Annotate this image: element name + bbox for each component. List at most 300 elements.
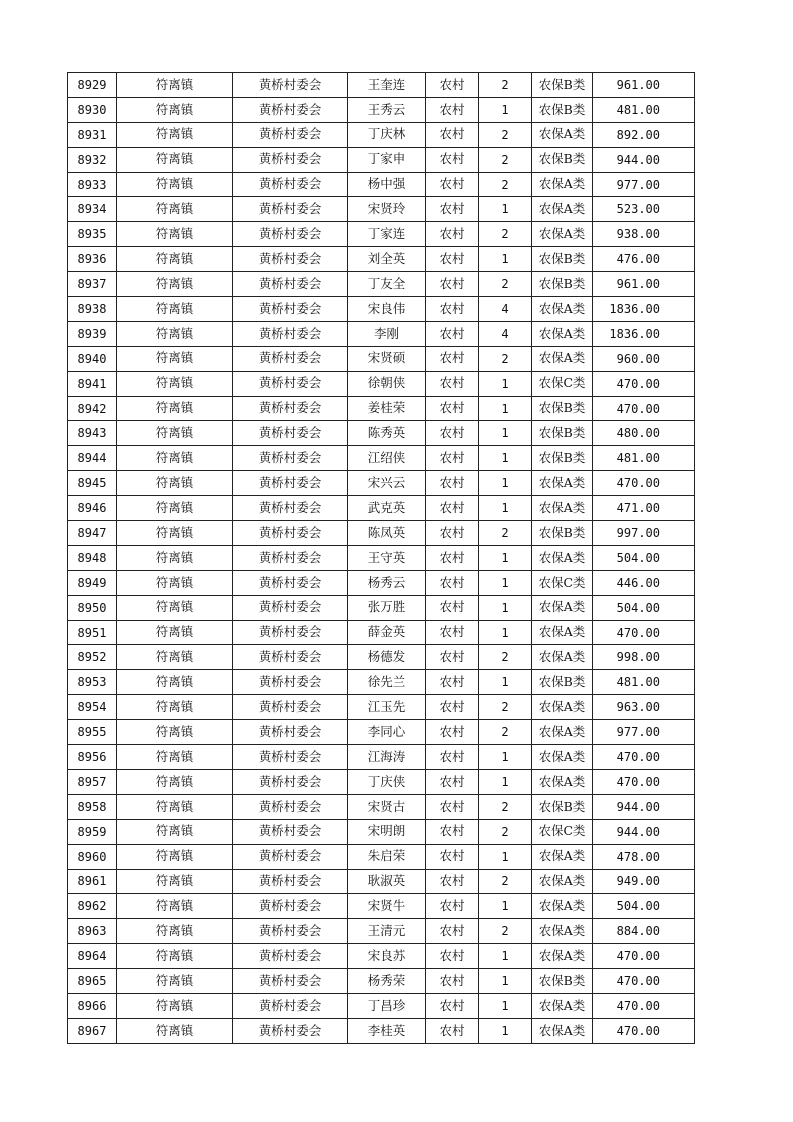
insurance-class-cell: 农保A类 [532,222,593,247]
row-number-cell: 8951 [68,620,117,645]
table-row [68,794,695,819]
amount-cell: 470.00 [593,1018,695,1043]
person-name-cell: 杨德发 [348,645,426,670]
household-count-cell: 1 [479,595,532,620]
insurance-class-cell: 农保A类 [532,595,593,620]
village-committee-cell: 黄桥村委会 [233,844,348,869]
table-row [68,222,695,247]
amount-cell: 504.00 [593,545,695,570]
town-cell: 符离镇 [117,297,233,322]
amount-cell: 481.00 [593,446,695,471]
village-committee-cell: 黄桥村委会 [233,769,348,794]
person-name-cell: 江绍侠 [348,446,426,471]
row-number-cell: 8957 [68,769,117,794]
person-name-cell: 宋兴云 [348,471,426,496]
village-committee-cell: 黄桥村委会 [233,122,348,147]
village-committee-cell: 黄桥村委会 [233,197,348,222]
person-name-cell: 张万胜 [348,595,426,620]
amount-cell: 961.00 [593,73,695,98]
town-cell: 符离镇 [117,446,233,471]
amount-cell: 476.00 [593,247,695,272]
row-number-cell: 8943 [68,421,117,446]
person-name-cell: 王守英 [348,545,426,570]
row-number-cell: 8948 [68,545,117,570]
insurance-class-cell: 农保A类 [532,1018,593,1043]
amount-cell: 446.00 [593,570,695,595]
household-count-cell: 2 [479,172,532,197]
household-count-cell: 2 [479,272,532,297]
household-count-cell: 2 [479,147,532,172]
row-number-cell: 8949 [68,570,117,595]
village-committee-cell: 黄桥村委会 [233,471,348,496]
person-name-cell: 丁家申 [348,147,426,172]
person-name-cell: 杨中强 [348,172,426,197]
table-row [68,944,695,969]
area-type-cell: 农村 [426,521,479,546]
insurance-class-cell: 农保A类 [532,122,593,147]
town-cell: 符离镇 [117,769,233,794]
table-row [68,122,695,147]
table-row [68,446,695,471]
amount-cell: 884.00 [593,919,695,944]
person-name-cell: 江玉先 [348,695,426,720]
data-table [67,72,695,1044]
table-row [68,147,695,172]
table-row [68,272,695,297]
insurance-class-cell: 农保B类 [532,521,593,546]
household-count-cell: 2 [479,122,532,147]
household-count-cell: 2 [479,346,532,371]
insurance-class-cell: 农保A类 [532,496,593,521]
person-name-cell: 宋明朗 [348,819,426,844]
town-cell: 符离镇 [117,545,233,570]
insurance-class-cell: 农保A类 [532,297,593,322]
village-committee-cell: 黄桥村委会 [233,272,348,297]
table-row [68,97,695,122]
amount-cell: 470.00 [593,396,695,421]
amount-cell: 523.00 [593,197,695,222]
person-name-cell: 江海涛 [348,745,426,770]
amount-cell: 470.00 [593,471,695,496]
row-number-cell: 8964 [68,944,117,969]
table-row [68,844,695,869]
household-count-cell: 2 [479,521,532,546]
amount-cell: 944.00 [593,794,695,819]
insurance-class-cell: 农保A类 [532,745,593,770]
town-cell: 符离镇 [117,97,233,122]
village-committee-cell: 黄桥村委会 [233,944,348,969]
insurance-class-cell: 农保B类 [532,969,593,994]
household-count-cell: 1 [479,97,532,122]
row-number-cell: 8956 [68,745,117,770]
town-cell: 符离镇 [117,570,233,595]
area-type-cell: 农村 [426,321,479,346]
village-committee-cell: 黄桥村委会 [233,819,348,844]
household-count-cell: 1 [479,670,532,695]
area-type-cell: 农村 [426,595,479,620]
village-committee-cell: 黄桥村委会 [233,595,348,620]
area-type-cell: 农村 [426,545,479,570]
household-count-cell: 2 [479,794,532,819]
table-row [68,670,695,695]
insurance-class-cell: 农保A类 [532,993,593,1018]
table-row [68,745,695,770]
insurance-class-cell: 农保C类 [532,570,593,595]
area-type-cell: 农村 [426,421,479,446]
row-number-cell: 8963 [68,919,117,944]
table-row [68,869,695,894]
table-row [68,620,695,645]
person-name-cell: 武克英 [348,496,426,521]
insurance-class-cell: 农保A类 [532,545,593,570]
village-committee-cell: 黄桥村委会 [233,421,348,446]
village-committee-cell: 黄桥村委会 [233,222,348,247]
village-committee-cell: 黄桥村委会 [233,620,348,645]
household-count-cell: 2 [479,73,532,98]
area-type-cell: 农村 [426,346,479,371]
table-row [68,894,695,919]
insurance-class-cell: 农保A类 [532,197,593,222]
household-count-cell: 1 [479,745,532,770]
area-type-cell: 农村 [426,122,479,147]
village-committee-cell: 黄桥村委会 [233,1018,348,1043]
town-cell: 符离镇 [117,944,233,969]
area-type-cell: 农村 [426,993,479,1018]
town-cell: 符离镇 [117,172,233,197]
household-count-cell: 4 [479,321,532,346]
village-committee-cell: 黄桥村委会 [233,321,348,346]
row-number-cell: 8933 [68,172,117,197]
insurance-class-cell: 农保B类 [532,272,593,297]
person-name-cell: 刘全英 [348,247,426,272]
insurance-class-cell: 农保A类 [532,620,593,645]
insurance-class-cell: 农保A类 [532,720,593,745]
table-row [68,521,695,546]
town-cell: 符离镇 [117,247,233,272]
row-number-cell: 8960 [68,844,117,869]
household-count-cell: 2 [479,819,532,844]
insurance-class-cell: 农保A类 [532,869,593,894]
area-type-cell: 农村 [426,794,479,819]
village-committee-cell: 黄桥村委会 [233,73,348,98]
village-committee-cell: 黄桥村委会 [233,247,348,272]
area-type-cell: 农村 [426,97,479,122]
village-committee-cell: 黄桥村委会 [233,993,348,1018]
amount-cell: 998.00 [593,645,695,670]
table-row [68,545,695,570]
area-type-cell: 农村 [426,272,479,297]
insurance-class-cell: 农保B类 [532,147,593,172]
area-type-cell: 农村 [426,73,479,98]
area-type-cell: 农村 [426,247,479,272]
household-count-cell: 1 [479,446,532,471]
row-number-cell: 8950 [68,595,117,620]
person-name-cell: 薛金英 [348,620,426,645]
area-type-cell: 农村 [426,620,479,645]
insurance-class-cell: 农保C类 [532,819,593,844]
row-number-cell: 8946 [68,496,117,521]
row-number-cell: 8955 [68,720,117,745]
person-name-cell: 丁家连 [348,222,426,247]
table-row [68,819,695,844]
insurance-class-cell: 农保B类 [532,670,593,695]
insurance-class-cell: 农保A类 [532,769,593,794]
table-row [68,297,695,322]
row-number-cell: 8932 [68,147,117,172]
household-count-cell: 1 [479,894,532,919]
person-name-cell: 王秀云 [348,97,426,122]
table-row [68,421,695,446]
person-name-cell: 李刚 [348,321,426,346]
person-name-cell: 李桂英 [348,1018,426,1043]
insurance-class-cell: 农保A类 [532,645,593,670]
town-cell: 符离镇 [117,894,233,919]
area-type-cell: 农村 [426,147,479,172]
village-committee-cell: 黄桥村委会 [233,645,348,670]
area-type-cell: 农村 [426,819,479,844]
village-committee-cell: 黄桥村委会 [233,794,348,819]
area-type-cell: 农村 [426,919,479,944]
household-count-cell: 1 [479,620,532,645]
area-type-cell: 农村 [426,222,479,247]
row-number-cell: 8940 [68,346,117,371]
amount-cell: 481.00 [593,670,695,695]
table-row [68,321,695,346]
amount-cell: 471.00 [593,496,695,521]
person-name-cell: 宋贤硕 [348,346,426,371]
household-count-cell: 1 [479,844,532,869]
amount-cell: 470.00 [593,969,695,994]
table-row [68,570,695,595]
village-committee-cell: 黄桥村委会 [233,720,348,745]
table-row [68,1018,695,1043]
table-body [68,73,695,1044]
town-cell: 符离镇 [117,695,233,720]
table-row [68,197,695,222]
row-number-cell: 8953 [68,670,117,695]
area-type-cell: 农村 [426,1018,479,1043]
person-name-cell: 宋良伟 [348,297,426,322]
area-type-cell: 农村 [426,969,479,994]
town-cell: 符离镇 [117,869,233,894]
amount-cell: 481.00 [593,97,695,122]
village-committee-cell: 黄桥村委会 [233,521,348,546]
village-committee-cell: 黄桥村委会 [233,496,348,521]
area-type-cell: 农村 [426,570,479,595]
town-cell: 符离镇 [117,993,233,1018]
area-type-cell: 农村 [426,197,479,222]
person-name-cell: 丁友全 [348,272,426,297]
area-type-cell: 农村 [426,297,479,322]
town-cell: 符离镇 [117,496,233,521]
table-row [68,769,695,794]
area-type-cell: 农村 [426,894,479,919]
household-count-cell: 2 [479,695,532,720]
town-cell: 符离镇 [117,670,233,695]
table-row [68,346,695,371]
town-cell: 符离镇 [117,720,233,745]
amount-cell: 504.00 [593,894,695,919]
row-number-cell: 8938 [68,297,117,322]
amount-cell: 470.00 [593,745,695,770]
row-number-cell: 8931 [68,122,117,147]
village-committee-cell: 黄桥村委会 [233,894,348,919]
row-number-cell: 8945 [68,471,117,496]
insurance-class-cell: 农保B类 [532,794,593,819]
household-count-cell: 1 [479,471,532,496]
household-count-cell: 2 [479,720,532,745]
area-type-cell: 农村 [426,720,479,745]
area-type-cell: 农村 [426,471,479,496]
person-name-cell: 宋贤玲 [348,197,426,222]
table-row [68,695,695,720]
household-count-cell: 2 [479,222,532,247]
amount-cell: 470.00 [593,993,695,1018]
person-name-cell: 耿淑英 [348,869,426,894]
table-row [68,919,695,944]
town-cell: 符离镇 [117,222,233,247]
row-number-cell: 8947 [68,521,117,546]
table-row [68,247,695,272]
town-cell: 符离镇 [117,844,233,869]
village-committee-cell: 黄桥村委会 [233,570,348,595]
person-name-cell: 宋良苏 [348,944,426,969]
village-committee-cell: 黄桥村委会 [233,869,348,894]
area-type-cell: 农村 [426,745,479,770]
amount-cell: 977.00 [593,172,695,197]
row-number-cell: 8934 [68,197,117,222]
household-count-cell: 1 [479,969,532,994]
village-committee-cell: 黄桥村委会 [233,745,348,770]
town-cell: 符离镇 [117,346,233,371]
village-committee-cell: 黄桥村委会 [233,969,348,994]
insurance-class-cell: 农保A类 [532,471,593,496]
village-committee-cell: 黄桥村委会 [233,147,348,172]
amount-cell: 480.00 [593,421,695,446]
person-name-cell: 丁庆林 [348,122,426,147]
row-number-cell: 8966 [68,993,117,1018]
amount-cell: 944.00 [593,147,695,172]
row-number-cell: 8961 [68,869,117,894]
row-number-cell: 8936 [68,247,117,272]
insurance-class-cell: 农保B类 [532,421,593,446]
person-name-cell: 丁庆侠 [348,769,426,794]
insurance-class-cell: 农保A类 [532,944,593,969]
town-cell: 符离镇 [117,147,233,172]
amount-cell: 960.00 [593,346,695,371]
person-name-cell: 杨秀云 [348,570,426,595]
table-row [68,720,695,745]
insurance-class-cell: 农保A类 [532,321,593,346]
table-row [68,969,695,994]
area-type-cell: 农村 [426,869,479,894]
amount-cell: 504.00 [593,595,695,620]
row-number-cell: 8939 [68,321,117,346]
row-number-cell: 8962 [68,894,117,919]
row-number-cell: 8930 [68,97,117,122]
insurance-class-cell: 农保A类 [532,172,593,197]
amount-cell: 963.00 [593,695,695,720]
town-cell: 符离镇 [117,197,233,222]
table-row [68,471,695,496]
amount-cell: 938.00 [593,222,695,247]
area-type-cell: 农村 [426,844,479,869]
town-cell: 符离镇 [117,645,233,670]
town-cell: 符离镇 [117,819,233,844]
amount-cell: 961.00 [593,272,695,297]
village-committee-cell: 黄桥村委会 [233,446,348,471]
row-number-cell: 8942 [68,396,117,421]
person-name-cell: 杨秀荣 [348,969,426,994]
insurance-class-cell: 农保B类 [532,73,593,98]
household-count-cell: 1 [479,496,532,521]
area-type-cell: 农村 [426,446,479,471]
person-name-cell: 朱启荣 [348,844,426,869]
person-name-cell: 陈秀英 [348,421,426,446]
household-count-cell: 1 [479,1018,532,1043]
table-row [68,371,695,396]
row-number-cell: 8941 [68,371,117,396]
town-cell: 符离镇 [117,794,233,819]
household-count-cell: 1 [479,769,532,794]
amount-cell: 892.00 [593,122,695,147]
person-name-cell: 徐朝侠 [348,371,426,396]
person-name-cell: 王奎连 [348,73,426,98]
person-name-cell: 丁昌珍 [348,993,426,1018]
row-number-cell: 8959 [68,819,117,844]
row-number-cell: 8952 [68,645,117,670]
town-cell: 符离镇 [117,595,233,620]
household-count-cell: 1 [479,570,532,595]
village-committee-cell: 黄桥村委会 [233,346,348,371]
town-cell: 符离镇 [117,620,233,645]
amount-cell: 470.00 [593,944,695,969]
row-number-cell: 8935 [68,222,117,247]
person-name-cell: 姜桂荣 [348,396,426,421]
area-type-cell: 农村 [426,695,479,720]
household-count-cell: 4 [479,297,532,322]
household-count-cell: 1 [479,421,532,446]
town-cell: 符离镇 [117,421,233,446]
town-cell: 符离镇 [117,471,233,496]
area-type-cell: 农村 [426,396,479,421]
area-type-cell: 农村 [426,371,479,396]
row-number-cell: 8958 [68,794,117,819]
table-row [68,172,695,197]
person-name-cell: 王清元 [348,919,426,944]
insurance-class-cell: 农保A类 [532,919,593,944]
household-count-cell: 2 [479,645,532,670]
village-committee-cell: 黄桥村委会 [233,297,348,322]
row-number-cell: 8954 [68,695,117,720]
village-committee-cell: 黄桥村委会 [233,919,348,944]
amount-cell: 470.00 [593,620,695,645]
row-number-cell: 8937 [68,272,117,297]
amount-cell: 1836.00 [593,297,695,322]
insurance-class-cell: 农保B类 [532,247,593,272]
insurance-class-cell: 农保A类 [532,346,593,371]
town-cell: 符离镇 [117,73,233,98]
person-name-cell: 宋贤牛 [348,894,426,919]
village-committee-cell: 黄桥村委会 [233,396,348,421]
household-count-cell: 1 [479,993,532,1018]
insurance-class-cell: 农保C类 [532,371,593,396]
town-cell: 符离镇 [117,396,233,421]
table-row [68,496,695,521]
table-row [68,993,695,1018]
village-committee-cell: 黄桥村委会 [233,670,348,695]
area-type-cell: 农村 [426,172,479,197]
